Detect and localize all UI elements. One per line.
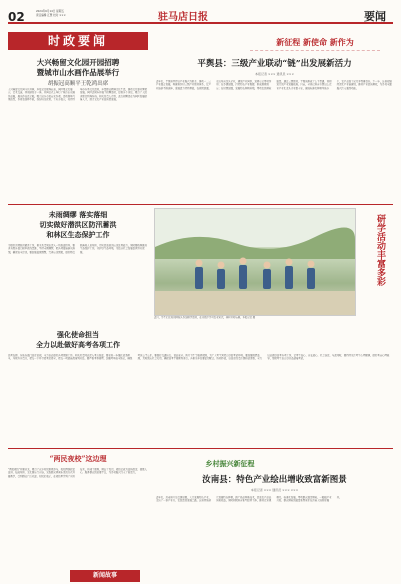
article-4-title: 研学活动丰富多彩: [375, 214, 385, 286]
footer-label: 新闻故事: [70, 570, 140, 582]
photo-image-icon: [154, 208, 356, 316]
photo-caption: 近日，学生们走进田间地头参加研学活动，在实践中学习农业知识，体验劳动乐趣。本报记者 摄: [154, 316, 256, 319]
section-name: 要闻: [364, 10, 386, 23]
rule-2: [8, 448, 393, 449]
page-number: 02: [8, 10, 25, 24]
article-7-banner: 乡村振兴新征程: [205, 459, 255, 468]
article-3-title: 未雨绸缪 落实落细 切实做好潜洪区防汛蓄洪 和林区生态保护工作: [39, 210, 117, 239]
article-2-byline: 本报记者 ××× 通讯员 ×××: [255, 72, 294, 76]
article-5-body: 高考在即，各地各部门高度重视，全力以赴做好各项保障工作。相关负责同志深入考点检查，要求进一步强化使命担当，压紧压实责任，把每一个环节都考虑周全，把每一项措施都落到实处。要严格考务管理，加强考场安全防范，确保考试公平公正。要做好交通出行、食品安全、医疗卫生等服务保障，为广大考生营造良好的考试环境。要加强舆情监测，及时回应社会关切，确保高考平稳顺利进行。各相关单位要密切配合、协同作战，以高度的责任感和使命感，全力以赴做好高考各项工作，让考生安心、家长放心、社会满意。与此同时，要持续关注考生心理健康，做好考前心理疏导，帮助考生以良好状态迎接考试。: [8, 354, 390, 361]
article-7-title: 汝南县：特色产业绘出增收致富新图景: [202, 475, 347, 485]
article-1-body: 大兴畅留文化园今日开园，本报记者现场获悉，园区集文化展示、艺术交流、休闲游览于一体。开园仪式上举行了城市山水画作品展，展出作品百余幅，吸引众多市民前来参观。活动现场气氛热烈，参观者络绎不绝，纷纷驻足欣赏。主办方表示，将持续举办各类文化活动，丰富群众精神文化生活，推动文化事业繁荣发展。园区还同步开展了招聘活动，提供多个岗位，吸引了大批求职者到场咨询。相关负责人介绍，此次招聘旨在为园区发展储备人才，助力文化产业高质量发展。: [8, 88, 147, 101]
article-1-title: 大兴畅留文化园开园招聘 暨城市山水画作品展举行: [36, 58, 120, 77]
masthead-rule: [8, 22, 393, 24]
rule-1: [8, 204, 393, 205]
slogan-banner: 新征程 新使命 新作为: [250, 34, 380, 51]
article-1-subtitle: 胡振冠高顺平王乾鸿出席: [47, 81, 109, 87]
article-3-body: 为做好汛期防汛蓄洪工作，相关负责同志深入一线检查指导。要求各级各部门树牢底线思维，坚持未雨绸缪，把各项措施落实落细，确保安全度汛。要加强监测预警，完善应急预案，做好物资储备和人员培训，切实提高防汛应急处置能力。同时要统筹推进生态保护工作，守护好生态环境，为经济社会发展提供坚实保障。: [8, 244, 147, 254]
article-2-body: 近年来，平舆县坚持以产业振兴为抓手，推动一二三产业融合发展，构建县乡村三级产业联动体系，让产业链条不断延伸，发展活力持续释放。在县级层面，重点培育龙头企业，建设产业园区，发挥示范带动作用；在乡镇层面，打造特色产业集群，形成规模效应；在村级层面，发展特色种植养殖，带动农民增收致富。通过三级联动，平舆县形成了上下贯通、协同发力的产业发展格局。目前，全县已培育市级以上农业产业化龙头企业数十家，建成标准化种植基地多个，农产品加工转化率显著提升。下一步，该县将继续深化产业链建设，推动产业提质增效，为乡村全面振兴注入强劲动能。: [156, 80, 392, 90]
article-7-byline: 本报记者 ××× 通讯员 ××× ×××: [250, 488, 299, 492]
date-line: 2024年6月14日 星期五 责任编辑 江慧 校对 ×××: [36, 10, 66, 17]
article-6-body: “两民夜校”开课以来，吸引了众多村民积极参与。夜校围绕政策宣讲、技能培训、文化娱乐等内容，采取群众喜闻乐见的方式开展教学，受到群众广泛欢迎。村民们表示，在夜校里学到了实用技术，开阔了眼界，增长了见识。夜校已成为宣传政策、凝聚人心、服务群众的重要平台，为乡村振兴注入了新活力。: [8, 468, 147, 478]
article-6-title: “两民夜校”这边理: [49, 454, 107, 463]
article-7-body: 近年来，汝南县立足资源禀赋，大力发展特色产业，走出了一条产业兴、农民富的发展之路。该县因地制宜发展特色种植，推广新品种新技术，提高农产品品质和效益。同时积极培育新型经营主体，推动农业规模化、标准化发展，带动群众稳定增收。一幅幅产业兴旺、群众增收的致富新图景正在汝南大地徐徐展开。: [156, 496, 342, 503]
article-5-title: 强化使命担当 全力以赴做好高考各项工作: [36, 330, 120, 349]
article-2-title: 平舆县：三级产业联动“链”出发展新活力: [197, 59, 352, 69]
column-banner: 时政要闻: [8, 32, 148, 50]
paper-name: 驻马店日报: [158, 12, 208, 23]
